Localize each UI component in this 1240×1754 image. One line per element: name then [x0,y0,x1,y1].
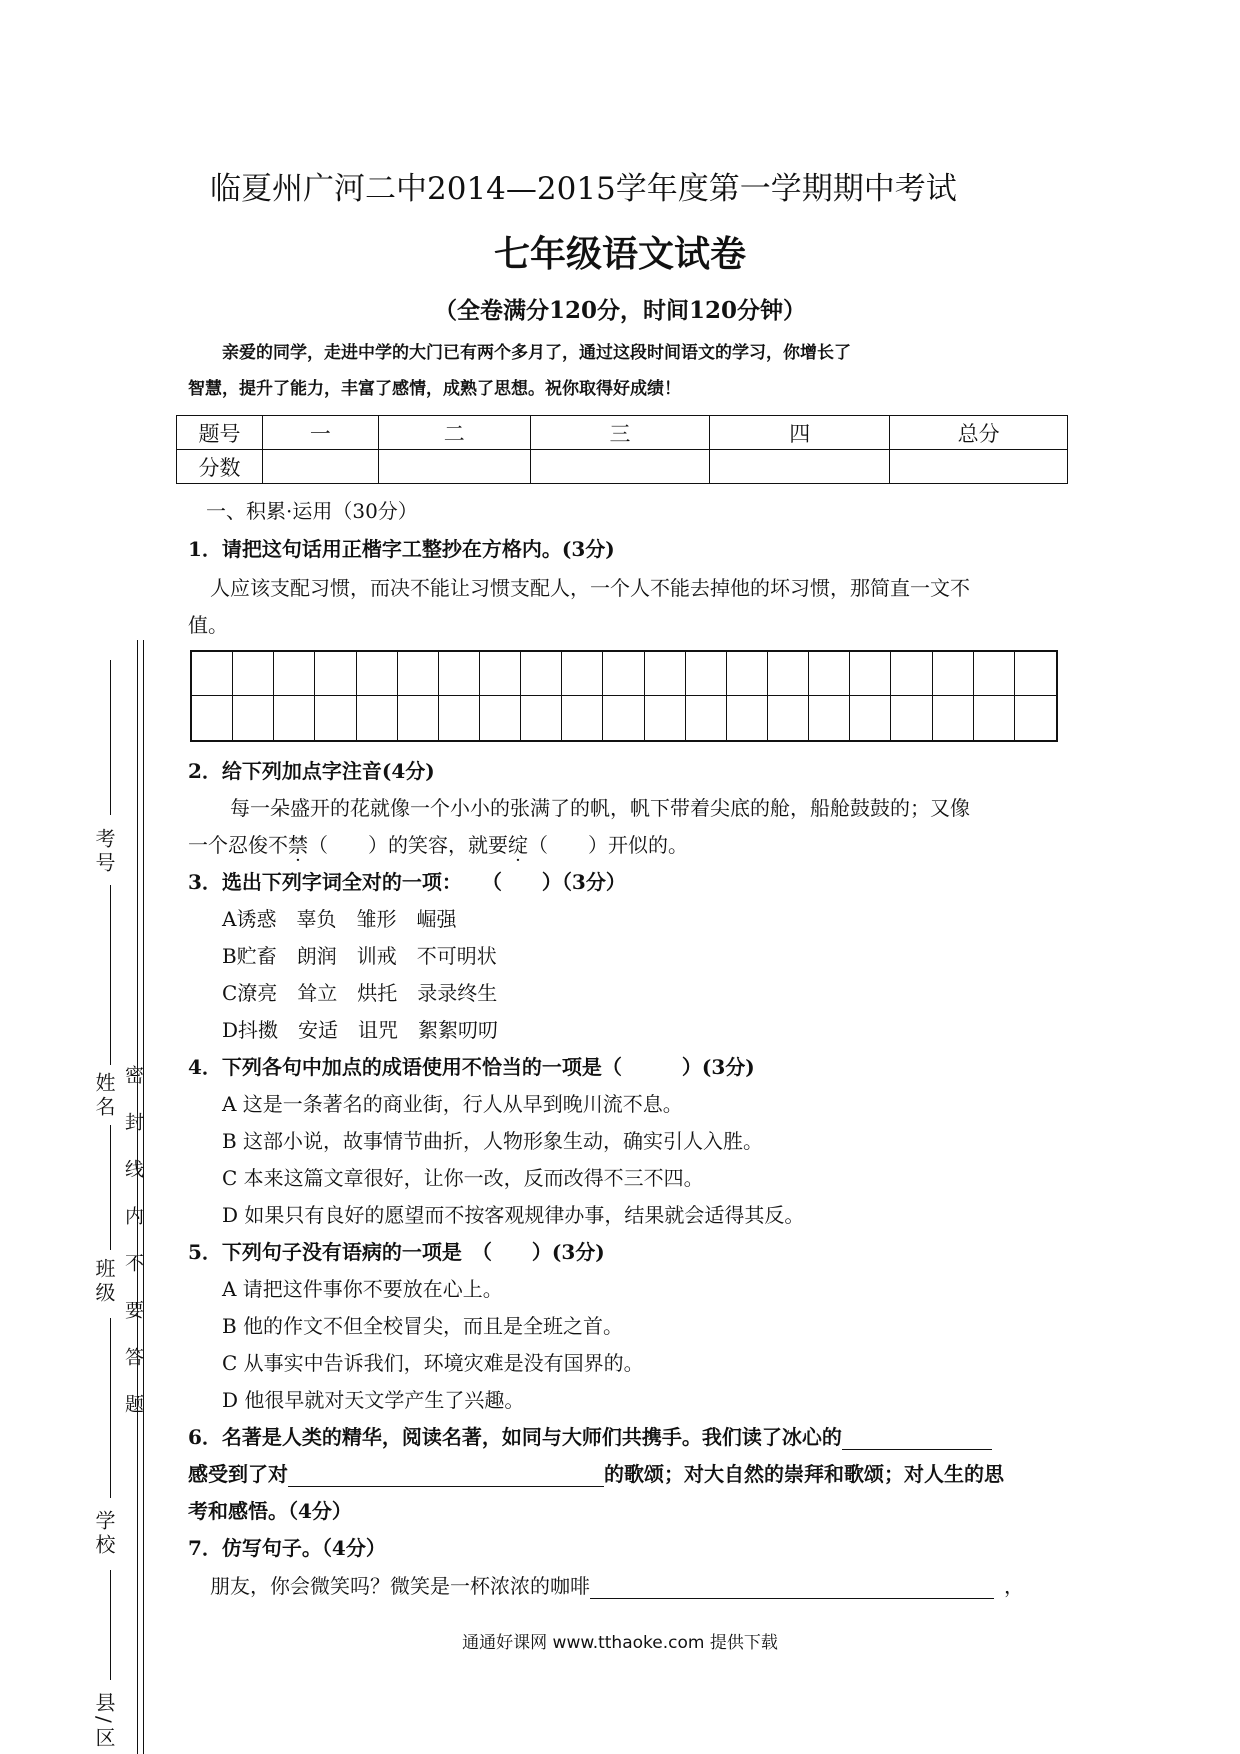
school-label: 学校 [92,1510,116,1558]
grid-cell[interactable] [398,652,439,696]
grid-cell[interactable] [480,696,521,740]
grid-cell[interactable] [480,652,521,696]
score-cell[interactable] [890,450,1068,484]
q3-option-d: D抖擞 安适 诅咒 絮絮叨叨 [222,1018,499,1042]
score-cell[interactable] [262,450,378,484]
score-header-cell: 三 [530,416,710,450]
grid-cell[interactable] [274,696,315,740]
grid-cell[interactable] [933,696,974,740]
q6-blank-1[interactable] [842,1427,992,1450]
grid-cell[interactable] [809,696,850,740]
name-blank[interactable] [110,1125,111,1250]
paper-title: 七年级语文试卷 [493,233,746,275]
q7-line-1-end: ， [1004,1574,1024,1598]
grid-cell[interactable] [521,696,562,740]
score-header-cell: 四 [710,416,890,450]
grid-cell[interactable] [1015,652,1056,696]
score-cell[interactable] [530,450,710,484]
q3-option-a: A诱惑 辜负 雏形 崛强 [222,907,457,931]
q2-dotted-char-1: 禁 [288,833,308,857]
grid-cell[interactable] [521,652,562,696]
intro-line-1: 亲爱的同学，走进中学的大门已有两个多月了，通过这段时间语文的学习，你增长了 [222,343,851,363]
q7-line-1-text: 朋友，你会微笑吗？微笑是一杯浓浓的咖啡 [210,1574,590,1598]
section-1-title: 一、积累·运用（30分） [206,499,418,523]
copy-grid[interactable] [190,650,1058,742]
q6-line-3: 考和感悟。（4分） [188,1499,352,1523]
q3-option-c: C潦亮 耸立 烘托 录录终生 [222,981,498,1005]
q4-option-b: B 这部小说，故事情节曲折，人物形象生动，确实引人入胜。 [222,1129,764,1153]
grid-cell[interactable] [562,696,603,740]
school-blank[interactable] [110,1570,111,1680]
grid-cell[interactable] [603,696,644,740]
grid-cell[interactable] [727,696,768,740]
grid-cell[interactable] [768,696,809,740]
grid-cell[interactable] [233,652,274,696]
q5-option-b: B 他的作文不但全校冒尖，而且是全班之首。 [222,1314,624,1338]
grid-cell[interactable] [1015,696,1056,740]
q2-line-1: 每一朵盛开的花就像一个小小的张满了的帆，帆下带着尖底的舱，船舱鼓鼓的；又像 [230,796,970,820]
q7-stem: 7．仿写句子。（4分） [188,1536,386,1560]
grid-cell[interactable] [192,696,233,740]
exam-no-label: 考号 [92,828,116,876]
class-blank[interactable] [110,1318,111,1498]
grid-cell[interactable] [727,652,768,696]
q1-text-line-1: 人应该支配习惯，而决不能让习惯支配人，一个人不能去掉他的坏习惯，那简直一文不 [210,576,970,600]
grid-cell[interactable] [398,696,439,740]
q6-blank-2[interactable] [288,1464,604,1487]
q5-option-c: C 从事实中告诉我们，环境灾难是没有国界的。 [222,1351,644,1375]
grid-cell[interactable] [768,652,809,696]
county-label: 县/区 [92,1692,116,1751]
score-table-score-row [177,450,1068,484]
grid-cell[interactable] [439,652,480,696]
q7-blank[interactable] [590,1576,994,1599]
q6-line-1-text: 6．名著是人类的精华，阅读名著，如同与大师们共携手。我们读了冰心的 [188,1425,842,1449]
q2-line-2 [188,829,688,858]
grid-cell[interactable] [974,652,1015,696]
q4-option-c: C 本来这篇文章很好，让你一改，反而改得不三不四。 [222,1166,704,1190]
q3-stem: 3．选出下列字词全对的一项： （ ）（3分） [188,870,626,894]
q6-line-2-part-b: 的歌颂；对大自然的崇拜和歌颂；对人生的思 [604,1462,1004,1486]
grid-cell[interactable] [974,696,1015,740]
name-blank-upper[interactable] [110,885,111,1065]
q4-stem: 4．下列各句中加点的成语使用不恰当的一项是（ ）(3分) [188,1055,755,1079]
intro-paragraph [188,335,1058,407]
score-header-cell: 题号 [177,416,263,450]
q6-line-2 [188,1458,1004,1487]
q1-stem: 1．请把这句话用正楷字工整抄在方格内。(3分) [188,537,615,561]
score-header-cell: 总分 [890,416,1068,450]
grid-cell[interactable] [933,652,974,696]
q2-line-2-part-c: （ ）开似的。 [528,833,688,857]
grid-cell[interactable] [603,652,644,696]
score-header-cell: 一 [262,416,378,450]
grid-cell[interactable] [357,652,398,696]
q6-line-1 [188,1421,992,1450]
score-cell[interactable] [378,450,530,484]
grid-cell[interactable] [891,696,932,740]
grid-cell[interactable] [645,652,686,696]
score-cell[interactable] [710,450,890,484]
q5-stem: 5．下列句子没有语病的一项是 （ ）(3分) [188,1240,605,1264]
score-table-header-row [177,416,1068,450]
q2-line-2-part-a: 一个忍俊不 [188,833,288,857]
score-table [176,415,1068,484]
q6-line-2-part-a: 感受到了对 [188,1462,288,1486]
class-label: 班级 [92,1258,116,1306]
paper-info: （全卷满分120分，时间120分钟） [433,297,807,324]
q4-option-d: D 如果只有良好的愿望而不按客观规律办事，结果就会适得其反。 [222,1203,805,1227]
grid-cell[interactable] [850,696,891,740]
name-label: 姓名 [92,1072,116,1120]
grid-cell[interactable] [233,696,274,740]
exam-no-blank[interactable] [110,660,111,815]
grid-cell[interactable] [357,696,398,740]
q1-text-line-2: 值。 [188,613,228,637]
grid-cell[interactable] [891,652,932,696]
grid-cell[interactable] [315,696,356,740]
grid-cell[interactable] [562,652,603,696]
q5-option-a: A 请把这件事你不要放在心上。 [222,1277,503,1301]
q3-option-b: B贮畜 朗润 训戒 不可明状 [222,944,497,968]
grid-cell[interactable] [686,696,727,740]
score-header-cell: 二 [378,416,530,450]
grid-cell[interactable] [850,652,891,696]
grid-cell[interactable] [439,696,480,740]
q2-stem: 2．给下列加点字注音(4分) [188,759,435,783]
grid-cell[interactable] [645,696,686,740]
q2-dotted-char-2: 绽 [508,833,528,857]
grid-cell[interactable] [192,652,233,696]
q7-line-1 [210,1570,1024,1599]
q2-line-2-part-b: （ ）的笑容，就要 [308,833,508,857]
grid-cell[interactable] [686,652,727,696]
school-title: 临夏州广河二中2014—2015学年度第一学期期中考试 [210,171,957,207]
grid-cell[interactable] [274,652,315,696]
grid-cell[interactable] [315,652,356,696]
q4-option-a: A 这是一条著名的商业街，行人从早到晚川流不息。 [222,1092,683,1116]
score-row-label: 分数 [177,450,263,484]
footer-credit: 通通好课网 www.tthaoke.com 提供下载 [462,1633,778,1653]
intro-line-2: 智慧，提升了能力，丰富了感情，成熟了思想。祝你取得好成绩！ [188,379,681,399]
q5-option-d: D 他很早就对天文学产生了兴趣。 [222,1388,525,1412]
seal-line-text: 密封线内不要答题 [122,1065,144,1441]
grid-cell[interactable] [809,652,850,696]
